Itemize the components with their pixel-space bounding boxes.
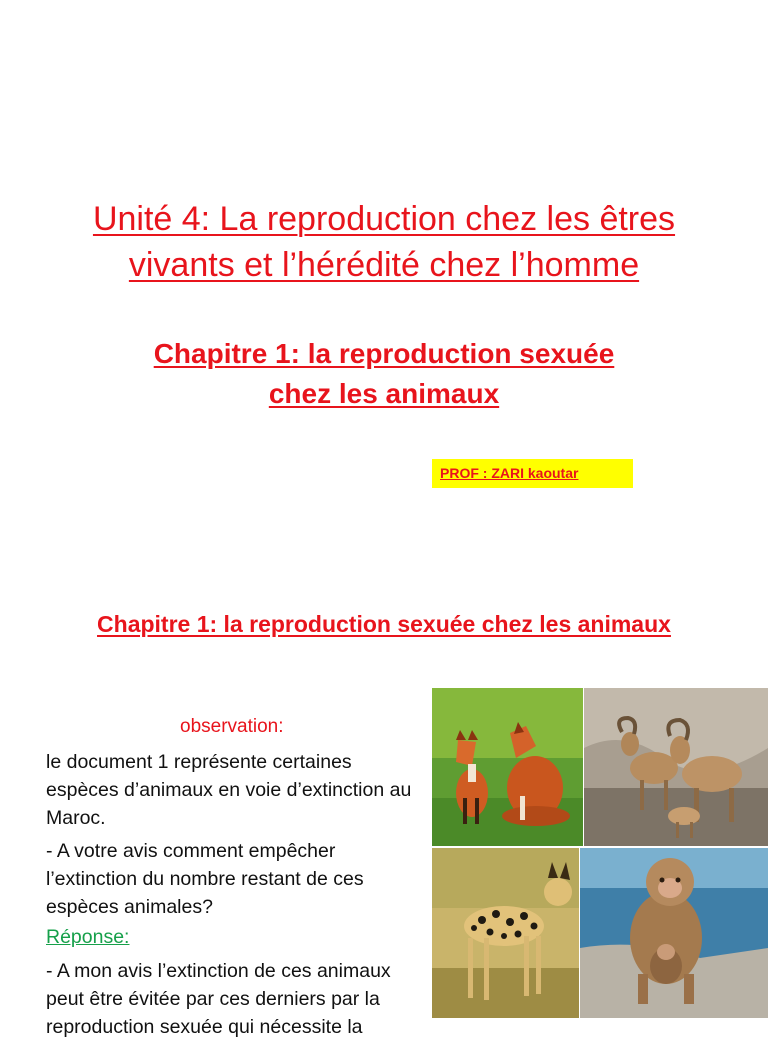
fox-photo [432, 688, 583, 846]
unit-title-line1: Unité 4: La reproduction chez les êtres [92, 200, 676, 238]
question-paragraph: - A votre avis comment empêcher l’extinction du nombre restant de ces espèces animales? [46, 840, 364, 918]
mouflon-photo [584, 688, 768, 846]
answer-paragraph: - A mon avis l’extinction de ces animaux peut être évitée par ces derniers par la reproduction sexuée qui nécessite la [46, 960, 391, 1038]
serval-photo [432, 848, 579, 1018]
macaque-photo [580, 848, 768, 1018]
chapter-title [100, 334, 668, 414]
prof-name: PROF : ZARI kaoutar [440, 465, 579, 481]
unit-title-line2: vivants et l’hérédité chez l’homme [128, 246, 640, 284]
chapter-title-line2: chez les animaux [268, 378, 500, 409]
reponse-label: Réponse: [46, 926, 130, 948]
chapter-heading: Chapitre 1: la reproduction sexuée chez les animaux [97, 611, 671, 637]
fox-illustration [432, 688, 583, 846]
chapter-title-line1: Chapitre 1: la reproduction sexuée [153, 338, 615, 369]
mouflon-illustration [584, 688, 768, 846]
prof-badge [432, 459, 633, 488]
observation-paragraph: le document 1 représente certaines espèces d’animaux en voie d’extinction au Maroc. [46, 751, 412, 829]
unit-title [40, 196, 728, 288]
serval-illustration [432, 848, 579, 1018]
macaque-illustration [580, 848, 768, 1018]
observation-label: observation: [180, 716, 284, 737]
